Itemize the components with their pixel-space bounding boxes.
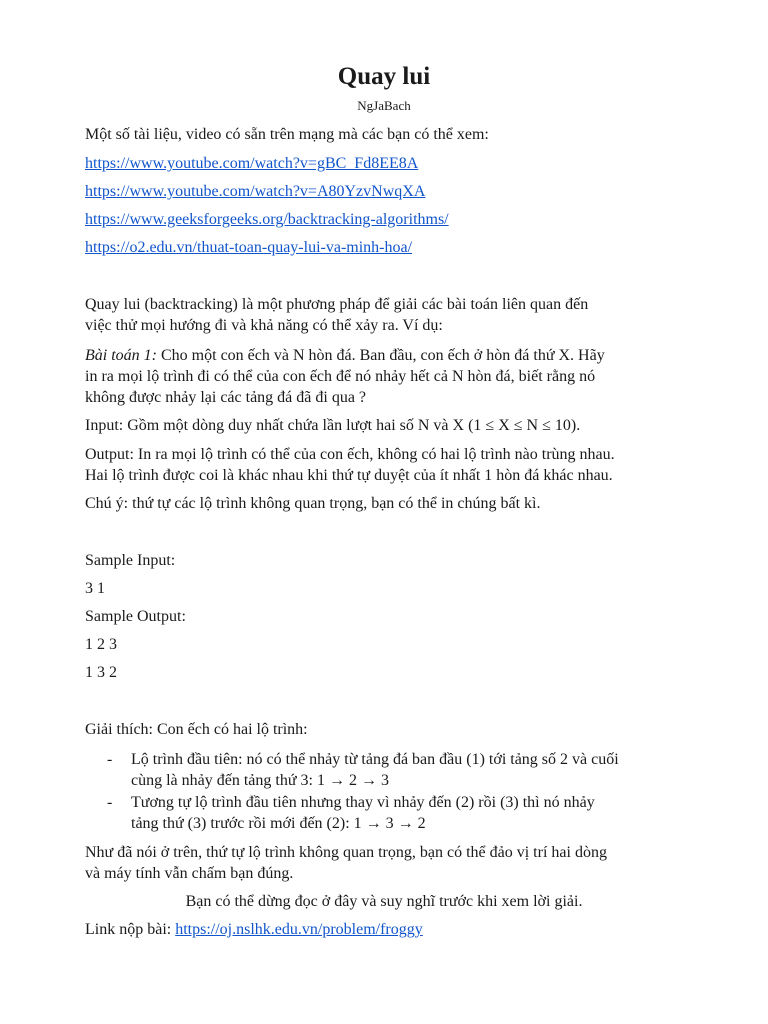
sample-output-line-1: 1 2 3 bbox=[85, 636, 117, 653]
closing-line-2: và máy tính vẫn chấm bạn đúng. bbox=[85, 865, 294, 882]
link-youtube-1[interactable]: https://www.youtube.com/watch?v=gBC_Fd8EE8A bbox=[85, 155, 419, 172]
output-line-1: Output: In ra mọi lộ trình có thể của con ếch, không có hai lộ trình nào trùng nhau. bbox=[85, 446, 615, 463]
sample-input-label: Sample Input: bbox=[85, 552, 176, 569]
definition-line-2: việc thử mọi hướng đi và khả năng có thể xảy ra. Ví dụ: bbox=[85, 317, 443, 334]
link-youtube-2[interactable]: https://www.youtube.com/watch?v=A80YzvNwqXA bbox=[85, 183, 426, 200]
submit-link[interactable]: https://oj.nslhk.edu.vn/problem/froggy bbox=[175, 921, 423, 938]
sample-output-label: Sample Output: bbox=[85, 608, 186, 625]
problem-line-3: không được nhảy lại các tảng đá đã đi qua ? bbox=[85, 389, 367, 406]
intro-text: Một số tài liệu, video có sẵn trên mạng mà các bạn có thể xem: bbox=[85, 126, 489, 143]
bullet-dash-1: - bbox=[107, 751, 113, 768]
bullet-2-line-2: tảng thứ (3) trước rồi mới đến (2): 1 → 3 → 2 bbox=[131, 815, 426, 832]
problem-text: Cho một con ếch và N hòn đá. Ban đầu, con ếch ở hòn đá thứ X. Hãy bbox=[157, 347, 605, 364]
note-text: Chú ý: thứ tự các lộ trình không quan trọng, bạn có thể in chúng bất kì. bbox=[85, 495, 541, 512]
link-o2-edu[interactable]: https://o2.edu.vn/thuat-toan-quay-lui-va-minh-hoa/ bbox=[85, 239, 413, 256]
bullet-dash-2: - bbox=[107, 794, 113, 811]
problem-line-2: in ra mọi lộ trình đi có thể của con ếch để nó nhảy hết cả N hòn đá, biết rằng nó bbox=[85, 368, 596, 385]
output-line-2: Hai lộ trình được coi là khác nhau khi thứ tự duyệt của ít nhất 1 hòn đá khác nhau. bbox=[85, 467, 613, 484]
page-title: Quay lui bbox=[337, 63, 431, 90]
bullet-1-line-2: cùng là nhảy đến tảng thứ 3: 1 → 2 → 3 bbox=[131, 772, 389, 789]
sample-input-value: 3 1 bbox=[85, 580, 105, 597]
submit-label: Link nộp bài: bbox=[85, 921, 176, 938]
link-geeksforgeeks[interactable]: https://www.geeksforgeeks.org/backtracking-algorithms/ bbox=[85, 211, 449, 228]
problem-line-1 bbox=[85, 346, 605, 366]
definition-line-1: Quay lui (backtracking) là một phương pháp để giải các bài toán liên quan đến bbox=[85, 296, 589, 313]
sample-output-line-2: 1 3 2 bbox=[85, 664, 117, 681]
bullet-1-line-1: Lộ trình đầu tiên: nó có thể nhảy từ tảng đá ban đầu (1) tới tảng số 2 và cuối bbox=[131, 751, 619, 768]
bullet-2-line-1: Tương tự lộ trình đầu tiên nhưng thay vì nhảy đến (2) rồi (3) thì nó nhảy bbox=[131, 794, 595, 811]
problem-label: Bài toán 1: bbox=[85, 347, 157, 364]
author-name: NgJaBach bbox=[357, 98, 411, 113]
input-description: Input: Gồm một dòng duy nhất chứa lần lượt hai số N và X (1 ≤ X ≤ N ≤ 10). bbox=[85, 417, 581, 434]
closing-line-1: Như đã nói ở trên, thứ tự lộ trình không quan trọng, bạn có thể đảo vị trí hai dòng bbox=[85, 844, 607, 861]
explanation-label: Giải thích: Con ếch có hai lộ trình: bbox=[85, 721, 308, 738]
submit-line bbox=[85, 920, 423, 940]
pause-note: Bạn có thể dừng đọc ở đây và suy nghĩ trước khi xem lời giải. bbox=[185, 893, 583, 910]
